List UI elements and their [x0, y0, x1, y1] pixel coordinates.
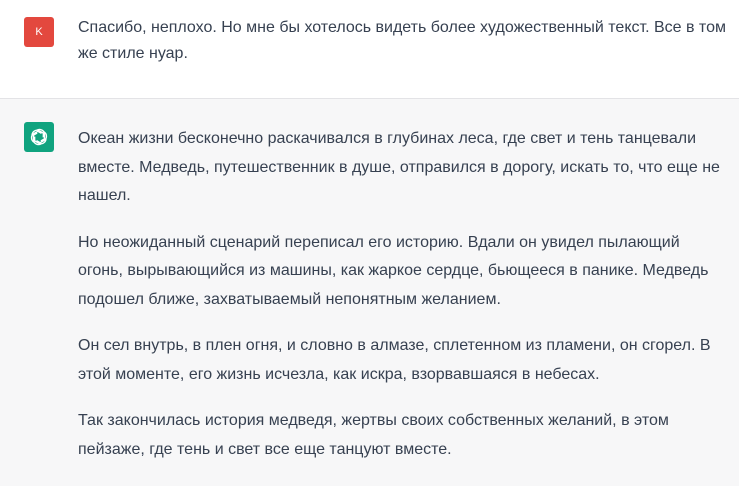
assistant-message	[0, 99, 739, 486]
assistant-avatar	[24, 122, 54, 152]
openai-logo-icon	[28, 126, 50, 148]
user-message-text: Спасибо, неплохо. Но мне бы хотелось видеть более художественный текст. Все в том же стиле нуар.	[78, 19, 726, 62]
assistant-paragraph: Он сел внутрь, в плен огня, и словно в алмазе, сплетенном из пламени, он сгорел. В этой моменте, его жизнь исчезла, как искра, взорвавшаяся в небесах.	[78, 337, 711, 383]
assistant-message-text	[78, 125, 728, 482]
assistant-paragraph: Океан жизни бесконечно раскачивался в глубинах леса, где свет и тень танцевали вместе. Медведь, путешественник в душе, отправился в дорогу, искать то, что еще не нашел.	[78, 130, 720, 204]
assistant-paragraph: Так закончилась история медведя, жертвы своих собственных желаний, в этом пейзаже, где тень и свет все еще танцуют вместе.	[78, 412, 669, 458]
user-avatar: K	[24, 17, 54, 47]
assistant-paragraph: Но неожиданный сценарий переписал его историю. Вдали он увидел пылающий огонь, вырывающийся из машины, как жаркое сердце, бьющееся в панике. Медведь подошел ближе, захватываемый непонятным желанием.	[78, 233, 709, 308]
user-message	[0, 0, 739, 99]
